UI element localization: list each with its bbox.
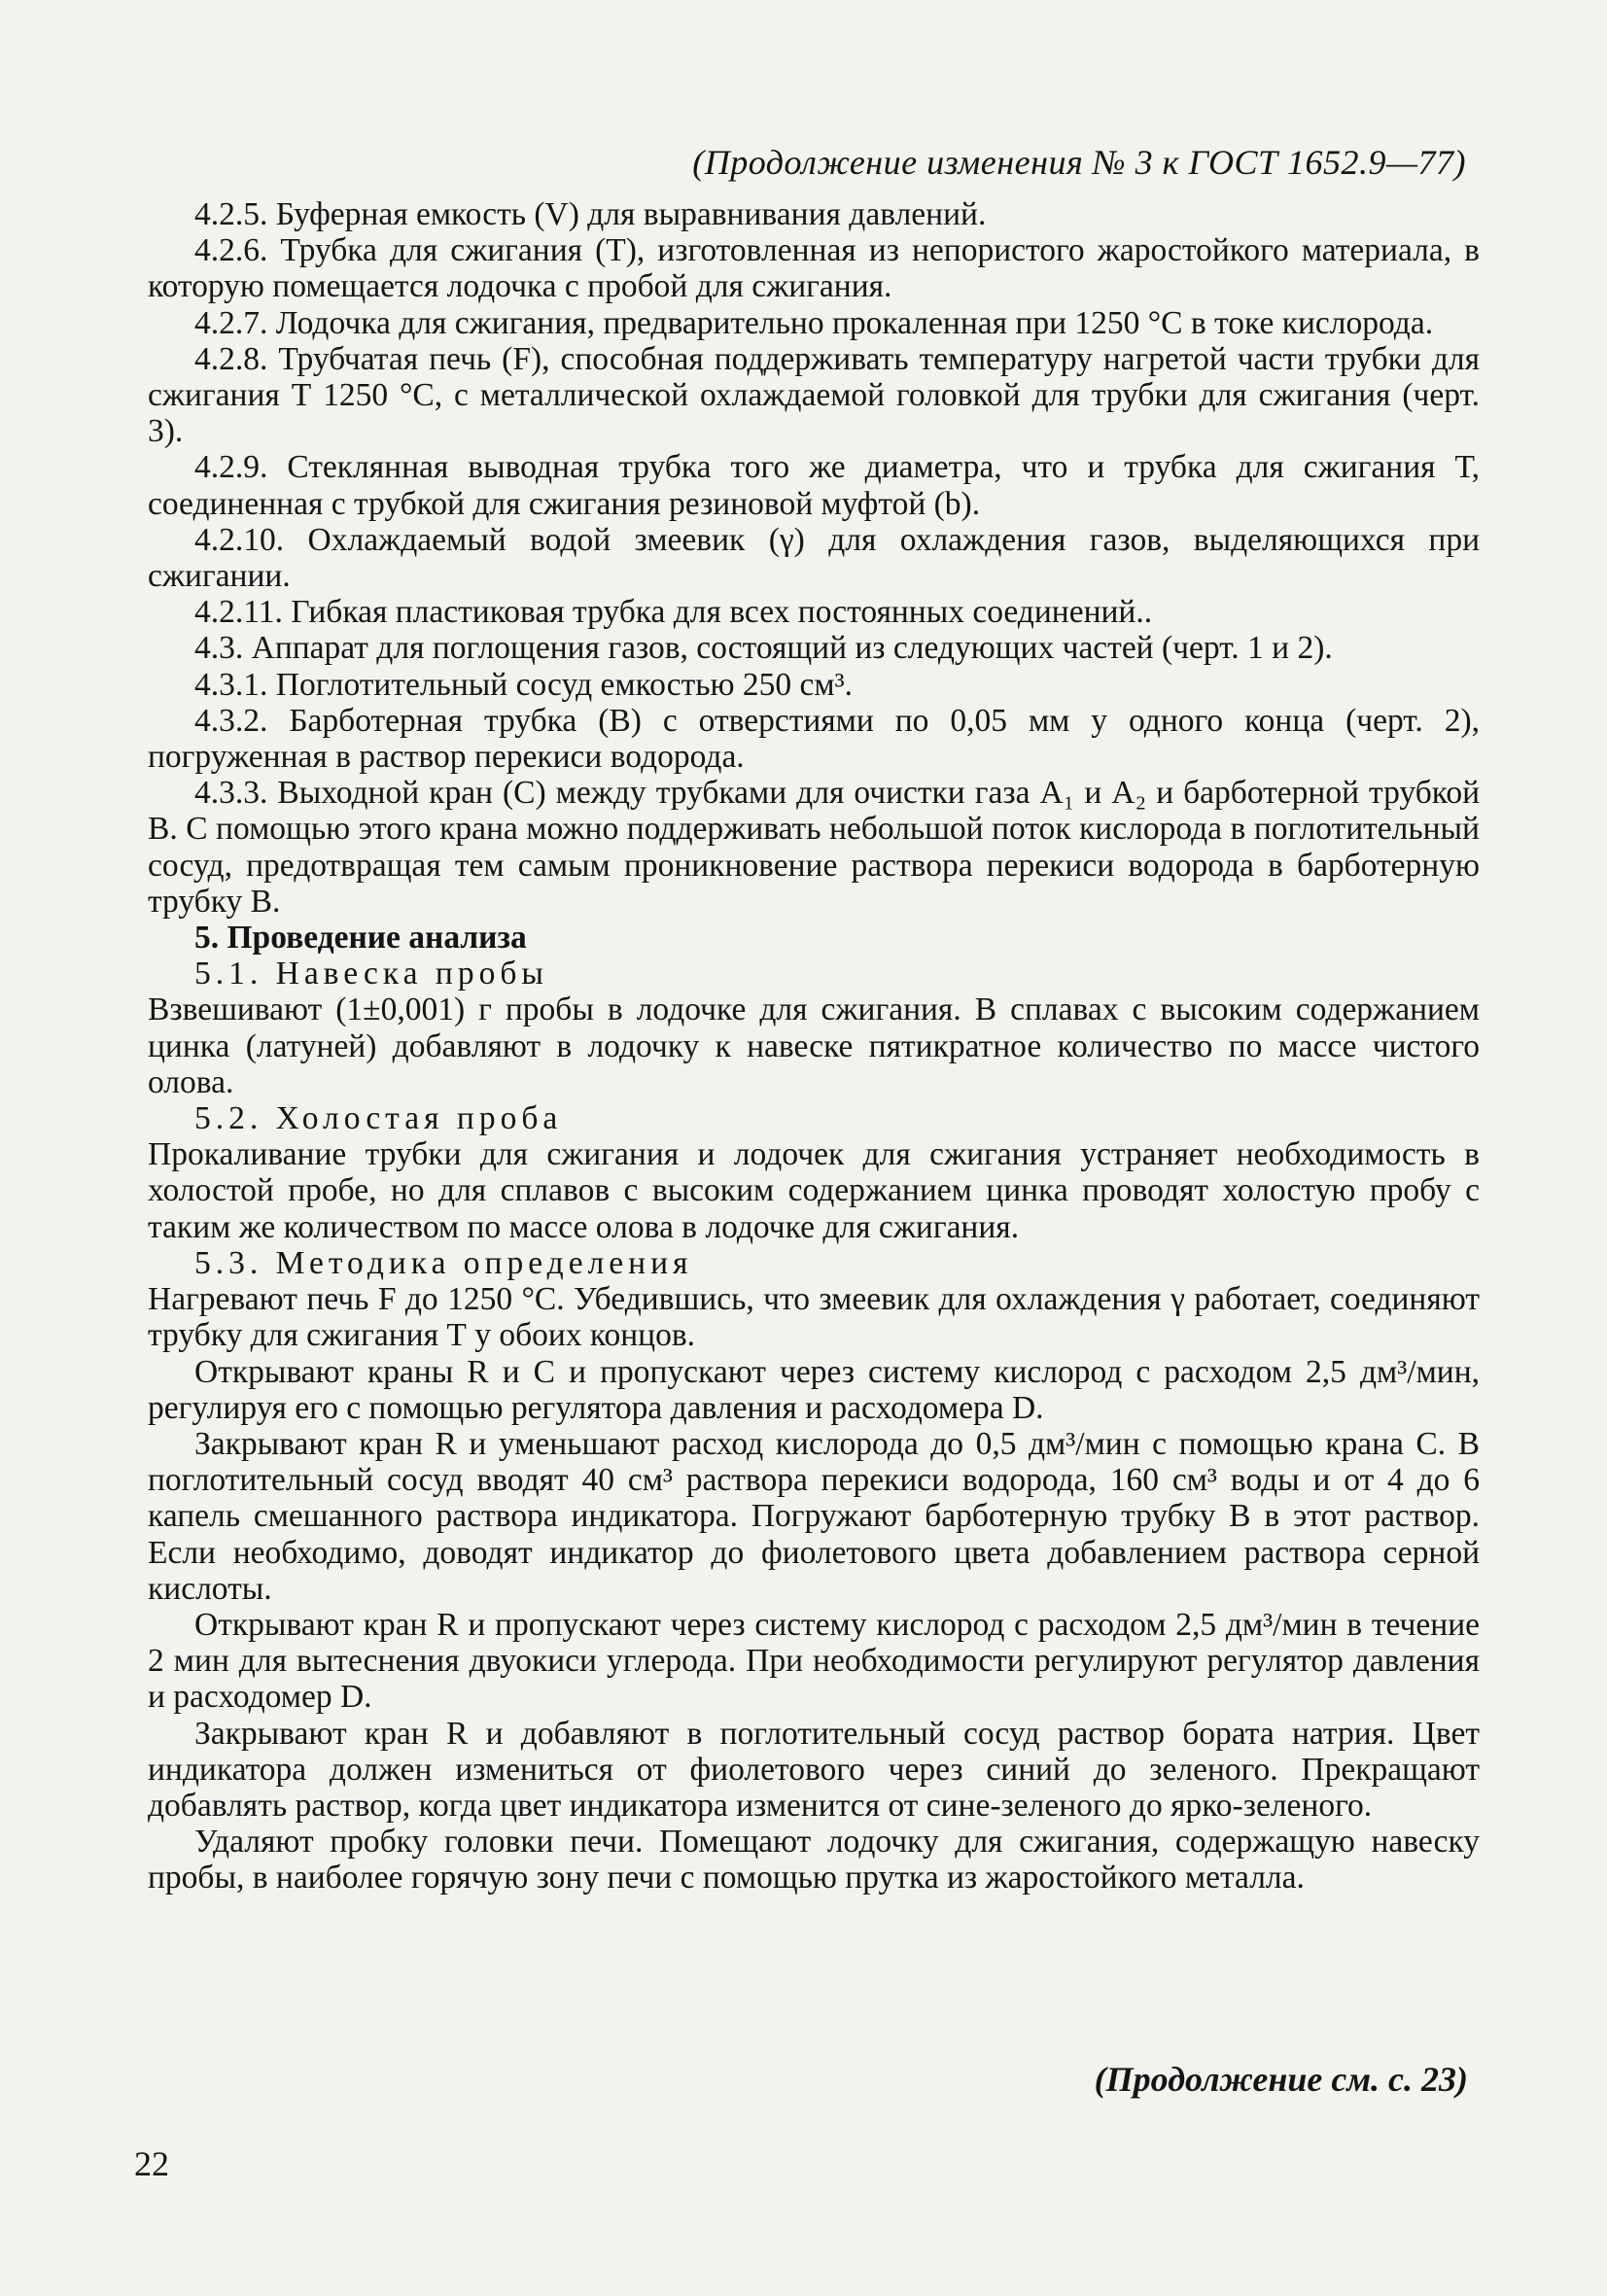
page-number: 22: [134, 2144, 169, 2183]
paragraph: 4.2.9. Стеклянная выводная трубка того же диаметра, что и трубка для сжигания Т, соединенная с трубкой для сжигания резиновой муфтой (b).: [148, 449, 1480, 522]
paragraph: 4.3.2. Барботерная трубка (В) с отверстиями по 0,05 мм у одного конца (черт. 2), погруженная в раствор перекиси водорода.: [148, 702, 1480, 776]
paragraph: 4.2.8. Трубчатая печь (F), способная поддерживать температуру нагретой части трубки для сжигания Т 1250 °С, с металлической охлаждаемой головкой для трубки для сжигания (черт. 3).: [148, 340, 1480, 450]
page-header: (Продолжение изменения № 3 к ГОСТ 1652.9—77): [692, 143, 1466, 182]
paragraph: Взвешивают (1±0,001) г пробы в лодочке для сжигания. В сплавах с высоким содержанием цинка (латуней) добавляют в лодочку к навеске пятикратное количество по массе чистого олова.: [148, 991, 1480, 1100]
paragraph: 4.2.7. Лодочка для сжигания, предварительно прокаленная при 1250 °С в токе кислорода.: [194, 304, 1434, 341]
section-heading: 5.3. Методика определения: [194, 1244, 693, 1281]
paragraph: 4.3.3. Выходной кран (С) между трубками для очистки газа A₁ и A₂ и барботерной трубкой В. С помощью этого крана можно поддерживать небольшой поток кислорода в поглотительный сосуд, предотвращая тем самым проникновение раствора перекиси водорода в барботерную трубку В.: [148, 775, 1480, 920]
paragraph: 4.3.1. Поглотительный сосуд емкостью 250 см³.: [194, 666, 854, 703]
paragraph: Закрывают кран R и уменьшают расход кислорода до 0,5 дм³/мин с помощью крана С. В поглотительный сосуд вводят 40 см³ раствора перекиси водорода, 160 см³ воды и от 4 до 6 капель смешанного раствора индикатора. Погружают барботерную трубку В в этот раствор. Если необходимо, доводят индикатор до фиолетового цвета добавлением раствора серной кислоты.: [148, 1425, 1480, 1607]
paragraph: Нагревают печь F до 1250 °С. Убедившись, что змеевик для охлаждения γ работает, соединяют трубку для сжигания Т у обоих концов.: [148, 1281, 1480, 1354]
document-body: [148, 196, 1480, 1896]
section-heading: 5. Проведение анализа: [194, 920, 527, 957]
paragraph: 4.3. Аппарат для поглощения газов, состоящий из следующих частей (черт. 1 и 2).: [194, 630, 1333, 667]
paragraph: 4.2.6. Трубка для сжигания (Т), изготовленная из непористого жаростойкого материала, в которую помещается лодочка с пробой для сжигания.: [148, 232, 1480, 305]
paragraph: 4.2.10. Охлаждаемый водой змеевик (γ) для охлаждения газов, выделяющихся при сжигании.: [148, 521, 1480, 595]
section-heading: 5.1. Навеска пробы: [194, 956, 548, 992]
paragraph: Удаляют пробку головки печи. Помещают лодочку для сжигания, содержащую навеску пробы, в наиболее горячую зону печи с помощью прутка из жаростойкого металла.: [148, 1824, 1480, 1896]
paragraph: Прокаливание трубки для сжигания и лодочек для сжигания устраняет необходимость в холостой пробе, но для сплавов с высоким содержанием цинка проводят холостую пробу с таким же количеством по массе олова в лодочке для сжигания.: [148, 1136, 1480, 1245]
paragraph: Закрывают кран R и добавляют в поглотительный сосуд раствор бората натрия. Цвет индикатора должен измениться от фиолетового через синий до зеленого. Прекращают добавлять раствор, когда цвет индикатора изменится от сине-зеленого до ярко-зеленого.: [148, 1715, 1480, 1824]
paragraph: Открывают краны R и С и пропускают через систему кислород с расходом 2,5 дм³/мин, регулируя его с помощью регулятора давления и расходомера D.: [148, 1353, 1480, 1426]
paragraph: Открывают кран R и пропускают через систему кислород с расходом 2,5 дм³/мин в течение 2 мин для вытеснения двуокиси углерода. При необходимости регулируют регулятор давления и расходомер D.: [148, 1606, 1480, 1716]
section-heading: 5.2. Холостая проба: [194, 1100, 563, 1137]
paragraph: 4.2.5. Буферная емкость (V) для выравнивания давлений.: [194, 196, 987, 232]
continuation-note: (Продолжение см. с. 23): [1094, 2060, 1468, 2099]
paragraph: 4.2.11. Гибкая пластиковая трубка для всех постоянных соединений..: [194, 594, 1153, 631]
